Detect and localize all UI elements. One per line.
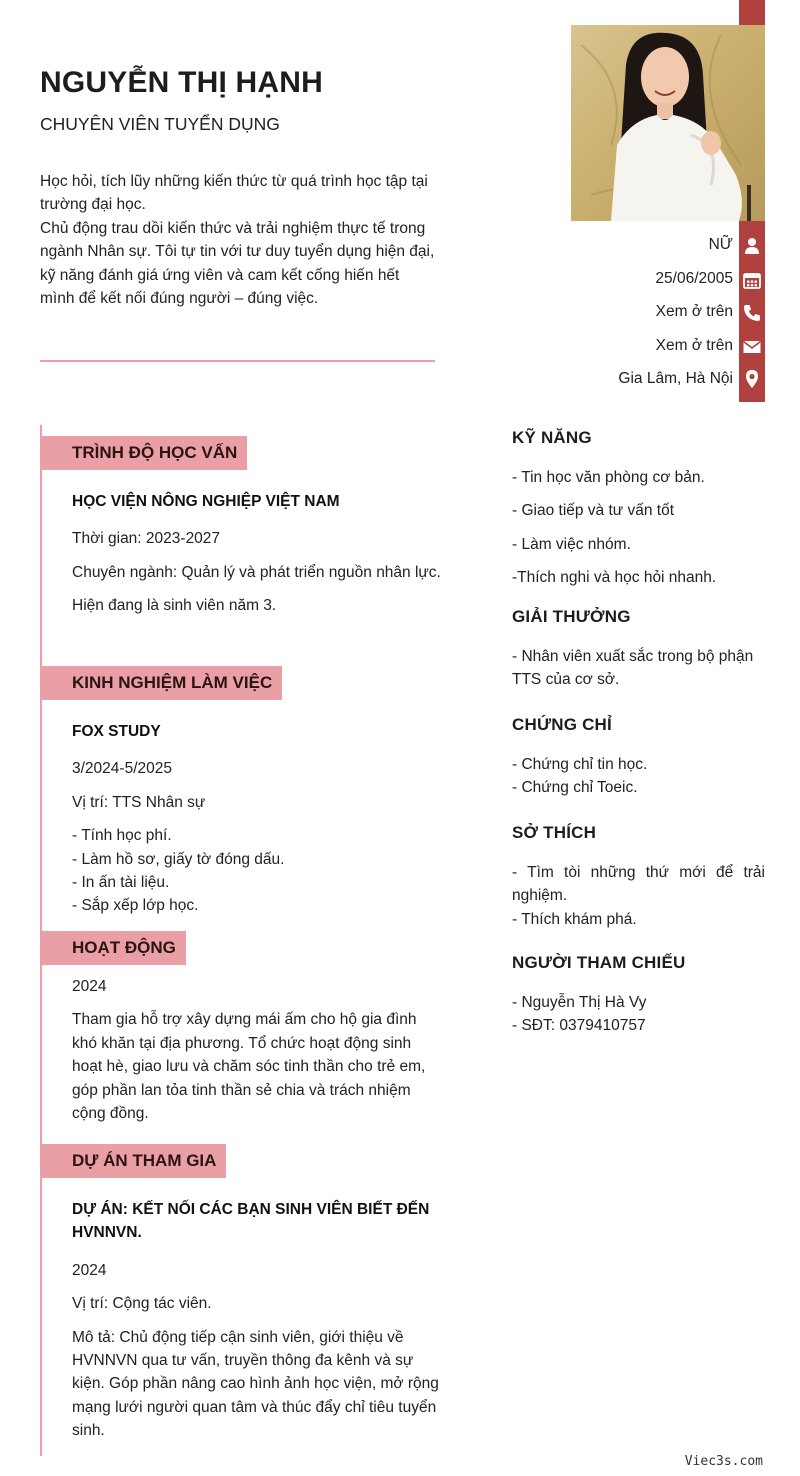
section-heading-awards: GIẢI THƯỞNG: [512, 607, 631, 626]
full-name: NGUYỄN THỊ HẠNH: [40, 66, 324, 99]
skill-item: -Thích nghi và học hỏi nhanh.: [512, 569, 717, 587]
experience-period: 3/2024-5/2025: [72, 760, 172, 778]
person-icon: [742, 236, 762, 256]
education-major: Chuyên ngành: Quản lý và phát triển nguồn nhân lực.: [72, 563, 441, 581]
section-heading-certificates: CHỨNG CHỈ: [512, 715, 612, 734]
project-year: 2024: [72, 1261, 107, 1279]
skills-list: [512, 466, 765, 590]
certificate-item: - Chứng chỉ tin học.: [512, 756, 648, 773]
awards-text: - Nhân viên xuất sắc trong bộ phận TTS của cơ sở.: [512, 648, 754, 689]
projects-entry: [72, 1198, 442, 1443]
education-status: Hiện đang là sinh viên năm 3.: [72, 597, 277, 615]
task-item: - Sắp xếp lớp học.: [72, 897, 199, 915]
career-summary: [40, 170, 435, 310]
company-name: FOX STUDY: [72, 723, 161, 740]
project-name: DỰ ÁN: KẾT NỐI CÁC BẠN SINH VIÊN BIẾT ĐẾN HVNNVN.: [72, 1201, 430, 1242]
footer-brand: Viec3s.com: [684, 1454, 763, 1469]
skill-item: - Giao tiếp và tư vấn tốt: [512, 502, 675, 520]
certificate-item: - Chứng chỉ Toeic.: [512, 779, 638, 797]
education-entry: [72, 490, 442, 618]
skill-item: - Tin học văn phòng cơ bản.: [512, 469, 705, 486]
location-pin-icon: [742, 369, 762, 389]
experience-position: Vị trí: TTS Nhân sự: [72, 793, 206, 811]
activities-description: Tham gia hỗ trợ xây dựng mái ấm cho hộ gia đình khó khăn tại địa phương. Tổ chức hoạt động sinh hoạt hè, giao lưu và chăm sóc tinh thần cho trẻ em, góp phần lan tỏa tinh thần sẻ chia và trách nhiệm cộng đồng.: [72, 1011, 426, 1123]
header-divider: [40, 360, 435, 362]
hobbies-list: [512, 861, 765, 931]
hobby-item: - Thích khám phá.: [512, 910, 637, 928]
section-heading-experience: KINH NGHIỆM LÀM VIỆC: [40, 666, 282, 700]
project-description: Mô tả: Chủ động tiếp cận sinh viên, giới thiệu về HVNNVN qua tư vấn, truyền thông đa kênh và sự kiện. Góp phần nâng cao hình ảnh học viện, mở rộng mạng lưới người quan tâm và thúc đẩy chỉ tiêu tuyển sinh.: [72, 1328, 439, 1440]
section-heading-education: TRÌNH ĐỘ HỌC VẤN: [40, 436, 247, 470]
task-item: - Làm hồ sơ, giấy tờ đóng dấu.: [72, 850, 285, 868]
phone-icon: [742, 303, 762, 323]
section-heading-hobbies: SỞ THÍCH: [512, 823, 597, 842]
project-role: Vị trí: Cộng tác viên.: [72, 1295, 212, 1313]
task-item: - Tính học phí.: [72, 827, 172, 845]
accent-bar-top: [739, 0, 765, 25]
section-heading-references: NGƯỜI THAM CHIẾU: [512, 953, 686, 972]
job-title: CHUYÊN VIÊN TUYỂN DỤNG: [40, 114, 280, 134]
profile-photo-illustration: [571, 25, 765, 221]
hobby-item: - Tìm tòi những thứ mới để trải nghiệm.: [512, 864, 765, 905]
experience-entry: [72, 720, 442, 918]
mail-icon: [742, 337, 762, 357]
calendar-icon: [742, 270, 762, 290]
school-name: HỌC VIỆN NÔNG NGHIỆP VIỆT NAM: [72, 493, 340, 510]
summary-line-1: Học hỏi, tích lũy những kiến thức từ quá trình học tập tại trường đại học.: [40, 173, 428, 214]
experience-tasks: [72, 824, 442, 918]
section-heading-activities: HOẠT ĐỘNG: [40, 931, 186, 965]
references-list: [512, 991, 765, 1038]
reference-item: - Nguyễn Thị Hà Vy: [512, 994, 647, 1011]
contact-dob: 25/06/2005: [655, 270, 733, 287]
section-heading-projects: DỰ ÁN THAM GIA: [40, 1144, 226, 1178]
skill-item: - Làm việc nhóm.: [512, 535, 631, 553]
activities-year: 2024: [72, 978, 107, 995]
contact-email: Xem ở trên: [655, 337, 733, 354]
contact-address: Gia Lâm, Hà Nội: [618, 370, 733, 387]
contact-phone: Xem ở trên: [655, 303, 733, 320]
section-heading-skills: KỸ NĂNG: [512, 428, 592, 447]
contact-gender: NỮ: [708, 236, 733, 253]
summary-line-2: Chủ động trau dồi kiến thức và trải nghiệm thực tế trong ngành Nhân sự. Tôi tự tin với tư duy tuyển dụng hiện đại, kỹ năng đánh giá ứng viên và cam kết cống hiến hết mình để kết nối đúng người – đúng việc.: [40, 219, 435, 308]
activities-entry: [72, 975, 442, 1125]
education-time: Thời gian: 2023-2027: [72, 530, 221, 548]
certificates-list: [512, 753, 765, 800]
reference-item: - SĐT: 0379410757: [512, 1017, 646, 1035]
profile-photo: [571, 25, 765, 221]
task-item: - In ấn tài liệu.: [72, 874, 170, 892]
